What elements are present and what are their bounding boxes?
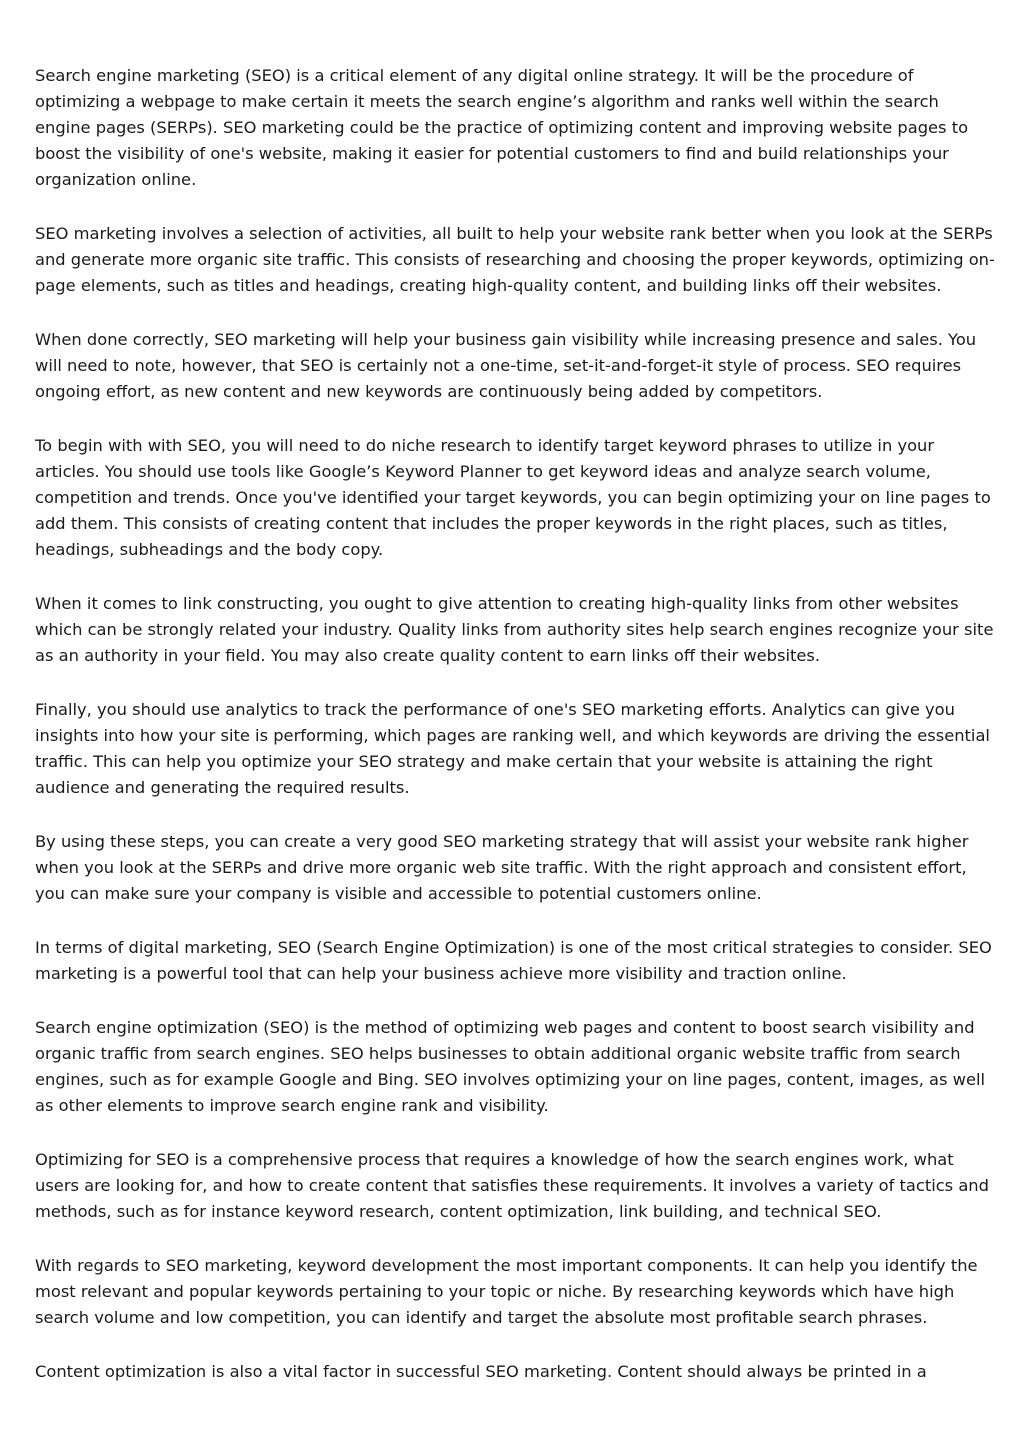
paragraph-1: Search engine marketing (SEO) is a critical element of any digital online strategy. It will be the procedure of optimizing a webpage to make certain it meets the search engine’s algorithm and ranks well within the search engine pages (SERPs). SEO marketing could be the practice of optimizing content and improving website pages to boost the visibility of one's website, making it easier for potential customers to find and build relationships your organization online. bbox=[35, 66, 969, 189]
paragraph-7: By using these steps, you can create a very good SEO marketing strategy that will assist your website rank higher when you look at the SERPs and drive more organic web site traffic. With the right approach and consistent effort, you can make sure your company is visible and accessible to potential customers online. bbox=[35, 832, 969, 903]
paragraph-12: Content optimization is also a vital factor in successful SEO marketing. Content should always be printed in a bbox=[35, 1362, 927, 1381]
paragraph-5: When it comes to link constructing, you ought to give attention to creating high-quality links from other websites which can be strongly related your industry. Quality links from authority sites help search engines recognize your site as an authority in your field. You may also create quality content to earn links off their websites. bbox=[35, 594, 994, 665]
document-body bbox=[35, 63, 995, 1413]
paragraph-9: Search engine optimization (SEO) is the method of optimizing web pages and content to boost search visibility and organic traffic from search engines. SEO helps businesses to obtain additional organic website traffic from search engines, such as for example Google and Bing. SEO involves optimizing your on line pages, content, images, as well as other elements to improve search engine rank and visibility. bbox=[35, 1018, 986, 1115]
paragraph-8: In terms of digital marketing, SEO (Search Engine Optimization) is one of the most critical strategies to consider. SEO marketing is a powerful tool that can help your business achieve more visibility and traction online. bbox=[35, 938, 992, 983]
paragraph-3: When done correctly, SEO marketing will help your business gain visibility while increasing presence and sales. You will need to note, however, that SEO is certainly not a one-time, set-it-and-forget-it style of process. SEO requires ongoing effort, as new content and new keywords are continuously being added by competitors. bbox=[35, 330, 977, 401]
paragraph-4: To begin with with SEO, you will need to do niche research to identify target keyword phrases to utilize in your articles. You should use tools like Google’s Keyword Planner to get keyword ideas and analyze search volume, competition and trends. Once you've identified your target keywords, you can begin optimizing your on line pages to add them. This consists of creating content that includes the proper keywords in the right places, such as titles, headings, subheadings and the body copy. bbox=[35, 436, 991, 559]
paragraph-10: Optimizing for SEO is a comprehensive process that requires a knowledge of how the search engines work, what users are looking for, and how to create content that satisfies these requirements. It involves a variety of tactics and methods, such as for instance keyword research, content optimization, link building, and technical SEO. bbox=[35, 1150, 989, 1221]
paragraph-11: With regards to SEO marketing, keyword development the most important components. It can help you identify the most relevant and popular keywords pertaining to your topic or niche. By researching keywords which have high search volume and low competition, you can identify and target the absolute most profitable search phrases. bbox=[35, 1256, 978, 1327]
paragraph-2: SEO marketing involves a selection of activities, all built to help your website rank better when you look at the SERPs and generate more organic site traffic. This consists of researching and choosing the proper keywords, optimizing on-page elements, such as titles and headings, creating high-quality content, and building links off their websites. bbox=[35, 224, 995, 295]
paragraph-6: Finally, you should use analytics to track the performance of one's SEO marketing efforts. Analytics can give you insights into how your site is performing, which pages are ranking well, and which keywords are driving the essential traffic. This can help you optimize your SEO strategy and make certain that your website is attaining the right audience and generating the required results. bbox=[35, 700, 990, 797]
